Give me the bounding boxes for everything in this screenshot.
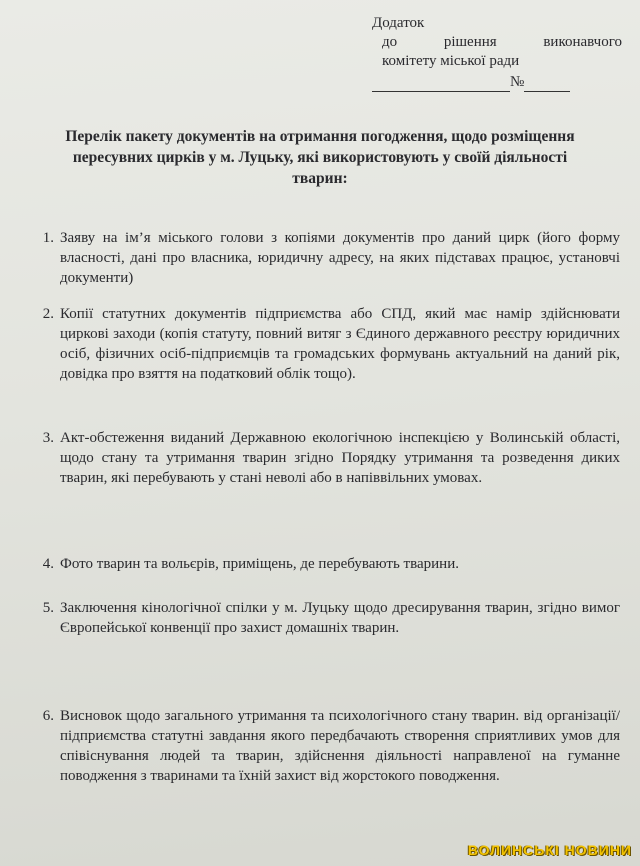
list-item-number: 4. [42, 556, 54, 572]
publisher-watermark: ВОЛИНСЬКІ НОВИНИ [467, 842, 632, 858]
title-line-3: тварин: [292, 170, 348, 187]
document-title [20, 126, 620, 189]
list-item-number: 6. [42, 708, 54, 724]
list-item-number: 5. [42, 600, 54, 616]
list-item-number: 2. [42, 306, 54, 322]
list-item-text: Висновок щодо загального утримання та психологічного стану тварин. від організації/підприємства статутні завдання якого передбачають створення сприятливих умов для співіснування людей та тварин, здійснення діяльності направленої на гуманне поводження з тваринами та їхній захист від жорстокого поводження. [60, 708, 620, 784]
header-date-number-line [372, 73, 622, 92]
list-item-text: Фото тварин та вольєрів, приміщень, де перебувають тварини. [60, 556, 459, 572]
header-appendix-label: Додаток [372, 15, 425, 31]
list-item-text: Акт-обстеження виданий Державною екологічною інспекцією у Волинській області, щодо стану та утримання тварин згідно Порядку утримання та розведення диких тварин, які перебувають у стані неволі або в напіввільних умовах. [60, 430, 620, 486]
header-word-do: до [382, 34, 398, 50]
list-item-text: Заяву на ім’я міського голови з копіями документів про даний цирк (його форму власності, дані про власника, юридичну адресу, на яких підставах працює, установчі документи) [60, 230, 620, 286]
list-item-number: 1. [42, 230, 54, 246]
header-decision-line [382, 33, 622, 52]
title-line-1: Перелік пакету документів на отримання погодження, щодо розміщення [65, 128, 575, 145]
list-item-number: 3. [42, 430, 54, 446]
header-committee-line: комітету міської ради [382, 53, 520, 69]
number-sign: № [510, 74, 525, 90]
header-word-vykonavchoho: виконавчого [543, 34, 622, 50]
appendix-header [372, 14, 622, 92]
number-blank [524, 77, 570, 92]
list-item-text: Копії статутних документів підприємства або СПД, який має намір здійснювати циркові заходи (копія статуту, повний витяг з Єдиного державного реєстру юридичних осіб, фізичних осіб-підприємців та громадських формувань актуальний на даний рік, довідка про взяття на податковий облік тощо). [60, 306, 620, 382]
header-word-rishennya: рішення [443, 34, 497, 50]
title-line-2: пересувних цирків у м. Луцьку, які використовують у своїй діяльності [72, 149, 568, 166]
date-blank [372, 77, 510, 92]
list-item-text: Заключення кінологічної спілки у м. Луцьку щодо дресирування тварин, згідно вимог Європейської конвенції про захист домашніх тварин. [60, 600, 620, 636]
